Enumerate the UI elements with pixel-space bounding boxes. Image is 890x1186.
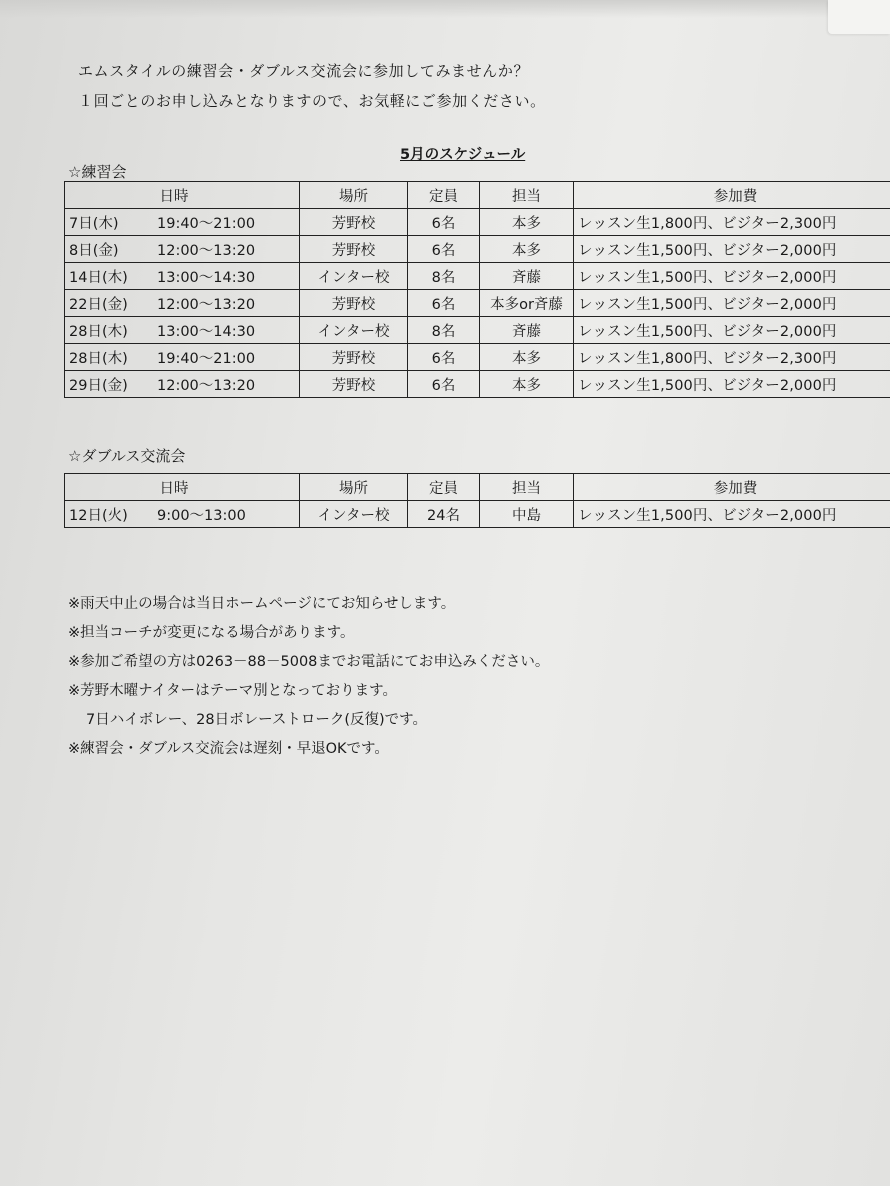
header-staff: 担当 [480,474,574,501]
intro-line-2: １回ごとのお申し込みとなりますので、お気軽にご参加ください。 [78,92,546,110]
header-date: 日時 [65,474,300,501]
cell-place: 芳野校 [300,344,408,371]
date-time: 12:00～13:20 [157,296,256,313]
header-staff: 担当 [480,182,574,209]
cell-place: インター校 [300,317,408,344]
cell-staff: 本多 [480,371,574,398]
header-place: 場所 [300,182,408,209]
cell-fee: レッスン生1,500円、ビジター2,000円 [574,263,890,290]
date-time: 9:00～13:00 [157,507,246,524]
cell-capacity: 6名 [408,290,480,317]
cell-date [65,501,300,528]
note-item: ※練習会・ダブルス交流会は遅刻・早退OKです。 [68,741,389,757]
cell-date [65,317,300,344]
date-time: 12:00～13:20 [157,242,256,259]
cell-staff: 本多 [480,236,574,263]
table-row [65,344,890,371]
practice-heading: ☆練習会 [68,163,127,181]
note-item: ※芳野木曜ナイターはテーマ別となっております。 [68,683,397,699]
table-header-row [65,182,890,209]
cell-place: 芳野校 [300,371,408,398]
date-time: 12:00～13:20 [157,377,256,394]
notes-list [68,590,549,764]
header-fee: 参加費 [574,474,890,501]
table-row [65,371,890,398]
date-day: 28日(木) [69,350,128,367]
cell-capacity: 8名 [408,263,480,290]
date-day: 12日(火) [69,507,128,524]
cell-capacity: 24名 [408,501,480,528]
date-day: 28日(木) [69,323,128,340]
date-day: 8日(金) [69,242,119,259]
cell-capacity: 6名 [408,236,480,263]
cell-place: インター校 [300,263,408,290]
header-capacity: 定員 [408,474,480,501]
cell-place: 芳野校 [300,236,408,263]
date-time: 19:40～21:00 [157,350,256,367]
cell-place: 芳野校 [300,290,408,317]
cell-fee: レッスン生1,800円、ビジター2,300円 [574,209,890,236]
tape-strip [828,0,890,34]
table-header-row [65,474,890,501]
cell-date [65,236,300,263]
cell-fee: レッスン生1,500円、ビジター2,000円 [574,501,890,528]
table-row [65,501,890,528]
cell-staff: 本多 [480,209,574,236]
cell-staff: 斉藤 [480,317,574,344]
header-place: 場所 [300,474,408,501]
cell-place: 芳野校 [300,209,408,236]
table-row [65,236,890,263]
cell-staff: 本多or斉藤 [480,290,574,317]
cell-staff: 斉藤 [480,263,574,290]
note-item: ※担当コーチが変更になる場合があります。 [68,625,355,641]
table-row [65,317,890,344]
date-day: 29日(金) [69,377,128,394]
cell-capacity: 6名 [408,344,480,371]
cell-fee: レッスン生1,500円、ビジター2,000円 [574,317,890,344]
cell-fee: レッスン生1,500円、ビジター2,000円 [574,290,890,317]
header-fee: 参加費 [574,182,890,209]
cell-capacity: 6名 [408,209,480,236]
cell-date [65,209,300,236]
header-capacity: 定員 [408,182,480,209]
date-time: 13:00～14:30 [157,269,256,286]
cell-fee: レッスン生1,500円、ビジター2,000円 [574,371,890,398]
table-row [65,263,890,290]
cell-fee: レッスン生1,800円、ビジター2,300円 [574,344,890,371]
cell-fee: レッスン生1,500円、ビジター2,000円 [574,236,890,263]
date-day: 7日(木) [69,215,119,232]
cell-date [65,263,300,290]
date-time: 19:40～21:00 [157,215,256,232]
cell-place: インター校 [300,501,408,528]
intro-line-1: エムスタイルの練習会・ダブルス交流会に参加してみませんか？ [78,62,530,80]
note-item: ※参加ご希望の方は0263－88－5008までお電話にてお申込みください。 [68,654,550,670]
schedule-title: 5月のスケジュール [400,147,526,163]
doubles-schedule-table [64,473,890,528]
cell-date [65,344,300,371]
cell-staff: 本多 [480,344,574,371]
note-item: 7日ハイボレー、28日ボレーストローク(反復)です。 [86,712,428,728]
cell-capacity: 8名 [408,317,480,344]
cell-capacity: 6名 [408,371,480,398]
practice-schedule-table [64,181,890,398]
date-day: 14日(木) [69,269,128,286]
table-row [65,290,890,317]
cell-staff: 中島 [480,501,574,528]
doubles-heading: ☆ダブルス交流会 [68,447,186,465]
cell-date [65,371,300,398]
note-item: ※雨天中止の場合は当日ホームページにてお知らせします。 [68,596,456,612]
table-row [65,209,890,236]
header-date: 日時 [65,182,300,209]
cell-date [65,290,300,317]
date-day: 22日(金) [69,296,128,313]
paper-top-shadow [0,0,890,18]
date-time: 13:00～14:30 [157,323,256,340]
